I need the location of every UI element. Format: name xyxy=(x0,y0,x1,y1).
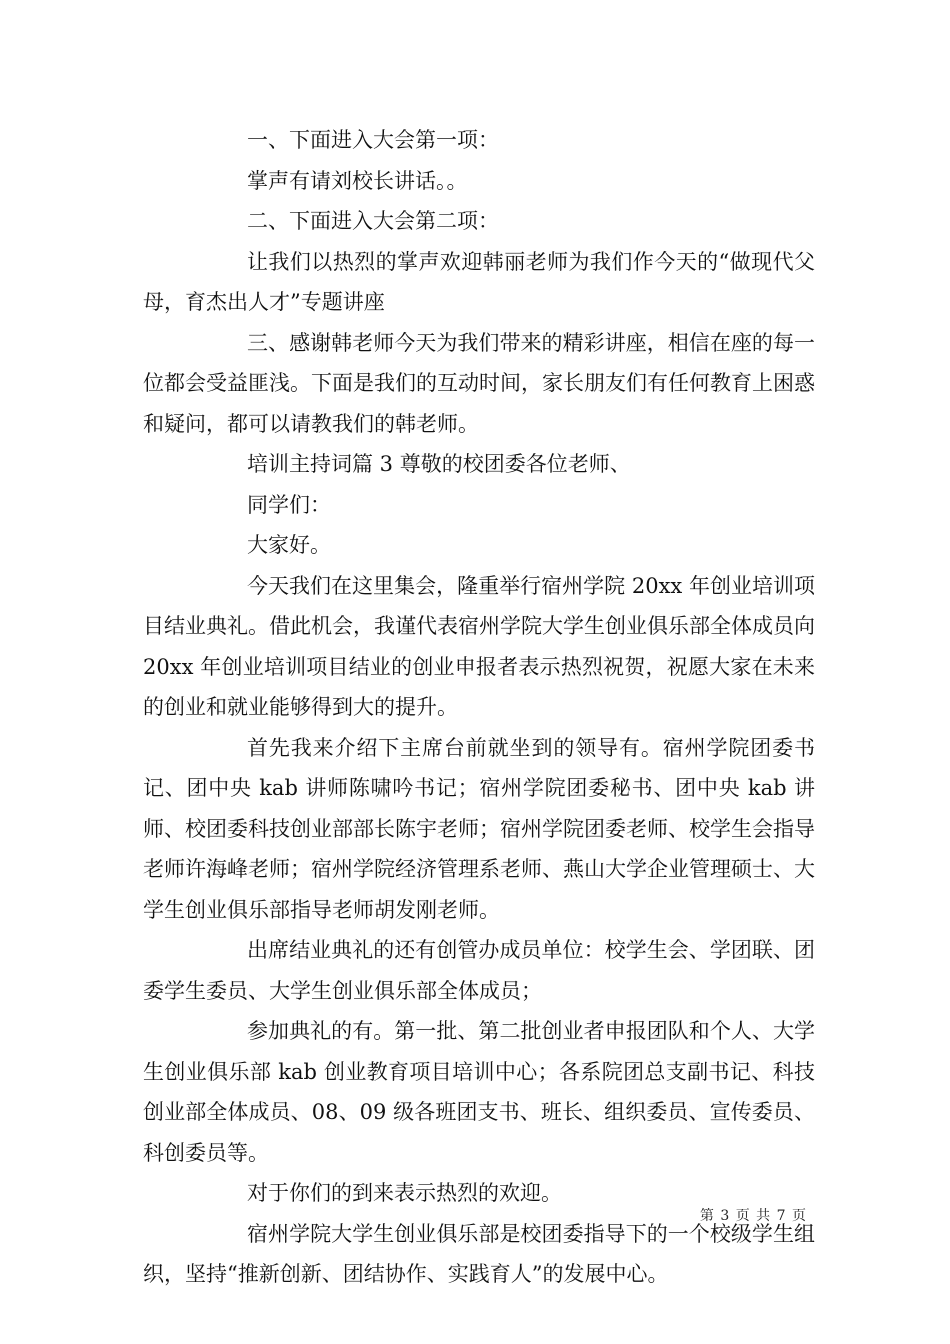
paragraph-7: 同学们： xyxy=(247,492,331,517)
paragraph-11: 出席结业典礼的还有创管办成员单位：校学生会、学团联、团委学生委员、大学生创业俱乐部全体成员； xyxy=(143,938,815,1003)
paragraph-3: 二、下面进入大会第二项： xyxy=(247,209,499,233)
paragraph-9: 今天我们在这里集会，隆重举行宿州学院 20xx 年创业培训项目结业典礼。借此机会，我谨代表宿州学院大学生创业俱乐部全体成员向 20xx 年创业培训项目结业的创业申报者表示热烈祝贺，祝愿大家在未来的创业和就业能够得到大的提升。 xyxy=(143,573,815,719)
paragraph-12: 参加典礼的有。第一批、第二批创业者申报团队和个人、大学生创业俱乐部 kab 创业教育项目培训中心；各系院团总支副书记、科技创业部全体成员、08、09 级各班团支书、班长、组织委员、宣传委员、科创委员等。 xyxy=(143,1019,815,1165)
paragraph-2: 掌声有请刘校长讲话。。 xyxy=(247,168,468,193)
paragraph-14: 宿州学院大学生创业俱乐部是校团委指导下的一个校级学生组织，坚持“推新创新、团结协作、实践育人”的发展中心。 xyxy=(143,1221,815,1286)
paragraph-5: 三、感谢韩老师今天为我们带来的精彩讲座，相信在座的每一位都会受益匪浅。下面是我们的互动时间，家长朋友们有任何教育上困惑和疑问，都可以请教我们的韩老师。 xyxy=(143,330,815,436)
paragraph-1: 一、下面进入大会第一项： xyxy=(247,128,499,152)
paragraph-8: 大家好。 xyxy=(247,533,331,557)
paragraph-4: 让我们以热烈的掌声欢迎韩丽老师为我们作今天的“做现代父母，育杰出人才”专题讲座 xyxy=(143,249,815,314)
page-number-footer: 第 3 页 共 7 页 xyxy=(699,1208,807,1224)
paragraph-10: 首先我来介绍下主席台前就坐到的领导有。宿州学院团委书记、团中央 kab 讲师陈啸吟书记；宿州学院团委秘书、团中央 kab 讲师、校团委科技创业部部长陈宇老师；宿州学院团委老师、校学生会指导老师许海峰老师；宿州学院经济管理系老师、燕山大学企业管理硕士、大学生创业俱乐部指导老师胡发刚老师。 xyxy=(143,735,815,922)
paragraph-6: 培训主持词篇 3 尊敬的校团委各位老师、 xyxy=(247,452,631,476)
document-body xyxy=(143,120,815,1295)
paragraph-13: 对于你们的到来表示热烈的欢迎。 xyxy=(247,1181,562,1205)
